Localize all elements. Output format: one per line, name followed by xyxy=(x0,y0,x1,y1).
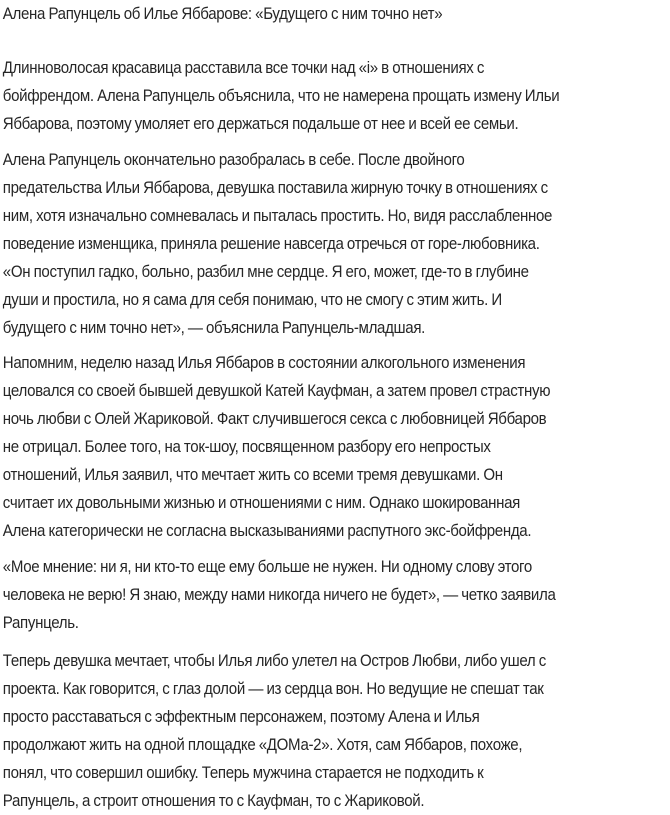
text-line: «Мое мнение: ни я, ни кто-то еще ему больше не нужен. Ни одному слову этого xyxy=(2,558,532,576)
text-line: ночь любви с Олей Жариковой. Факт случившегося секса с любовницей Яббаров xyxy=(2,410,547,428)
text-line: бойфрендом. Алена Рапунцель объяснила, что не намерена прощать измену Ильи xyxy=(2,87,560,105)
text-line: Теперь девушка мечтает, чтобы Илья либо улетел на Остров Любви, либо ушел с xyxy=(2,652,546,670)
text-line: не отрицал. Более того, на ток-шоу, посвященном разбору его непростых xyxy=(2,438,491,456)
text-line: целовался со своей бывшей девушкой Катей Кауфман, а затем провел страстную xyxy=(2,382,551,400)
text-line: «Он поступил гадко, больно, разбил мне сердце. Я его, может, где-то в глубине xyxy=(2,263,529,281)
text-line: человека не верю! Я знаю, между нами никогда ничего не будет», — четко заявила xyxy=(2,586,556,604)
text-line: считает их довольными жизнью и отношениями с ним. Однако шокированная xyxy=(2,494,521,512)
paragraph-3 xyxy=(3,349,665,545)
text-line: будущего с ним точно нет», — объяснила Рапунцель-младшая. xyxy=(2,319,426,337)
text-line: ним, хотя изначально сомневалась и пыталась простить. Но, видя расслабленное xyxy=(2,207,553,225)
paragraph-1 xyxy=(3,54,665,138)
text-line: Рапунцель, а строит отношения то с Кауфман, то с Жариковой. xyxy=(2,792,425,810)
text-line: проекта. Как говорится, с глаз долой — из сердца вон. Но ведущие не спешат так xyxy=(2,680,544,698)
paragraph-2 xyxy=(3,146,665,342)
text-line: предательства Ильи Яббарова, девушка поставила жирную точку в отношениях с xyxy=(2,179,548,197)
text-line: понял, что совершил ошибку. Теперь мужчина старается не подходить к xyxy=(2,764,484,782)
text-line: Алена Рапунцель окончательно разобралась в себе. После двойного xyxy=(2,151,465,169)
text-line: просто расставаться с эффектным персонажем, поэтому Алена и Илья xyxy=(2,708,480,726)
text-line: Яббарова, поэтому умоляет его держаться подальше от нее и всей ее семьи. xyxy=(2,115,519,133)
paragraph-4-quote xyxy=(3,553,665,637)
text-line: Алена категорически не согласна высказываниями распутного экс-бойфренда. xyxy=(2,522,532,540)
text-line: поведение изменщика, приняла решение навсегда отречься от горе-любовника. xyxy=(2,235,540,253)
text-line: отношений, Илья заявил, что мечтает жить со всеми тремя девушками. Он xyxy=(2,466,503,484)
text-line: Рапунцель. xyxy=(2,614,79,632)
text-line: продолжают жить на одной площадке «ДОМа-2». Хотя, сам Яббаров, похоже, xyxy=(2,736,523,754)
text-line: души и простила, но я сама для себя понимаю, что не смогу с этим жить. И xyxy=(2,291,502,309)
article-title: Алена Рапунцель об Илье Яббарове: «Будущего с ним точно нет» xyxy=(2,5,443,23)
paragraph-5 xyxy=(3,647,665,815)
text-line: Длинноволосая красавица расставила все точки над «і» в отношениях с xyxy=(2,59,485,77)
text-line: Напомним, неделю назад Илья Яббаров в состоянии алкогольного изменения xyxy=(2,354,526,372)
